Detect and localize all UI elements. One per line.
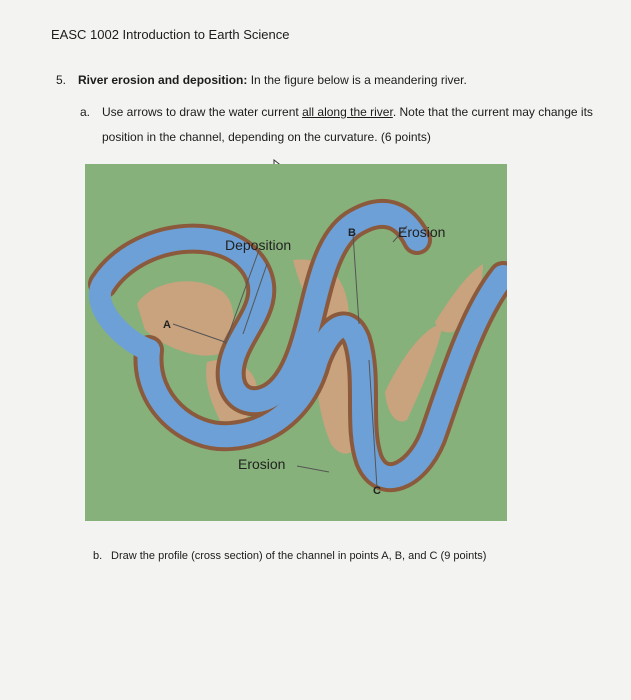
question-intro: In the figure below is a meandering river. (247, 73, 467, 87)
question-number: 5. (56, 73, 67, 87)
point-a-label: A (163, 319, 171, 331)
part-b-letter: b. (93, 550, 103, 562)
river-diagram (85, 164, 507, 521)
question-title: River erosion and deposition: (78, 73, 248, 87)
part-b (93, 550, 486, 562)
part-a-text-2: . Note that the current may change its (392, 105, 593, 119)
part-a-text-1: Use arrows to draw the water current (102, 105, 303, 119)
part-a (80, 100, 620, 150)
part-a-line-2: position in the channel, depending on the curvature. (6 points) (102, 130, 431, 144)
part-a-line-1 (80, 100, 620, 125)
part-a-letter: a. (80, 105, 91, 119)
question-5 (56, 73, 467, 87)
erosion-bottom-label: Erosion (238, 456, 286, 472)
erosion-top-label: Erosion (398, 224, 446, 240)
part-a-underlined: all along the river (302, 105, 393, 119)
part-b-text: Draw the profile (cross section) of the channel in points A, B, and C (9 points) (111, 550, 487, 562)
meandering-river-figure (85, 164, 507, 521)
course-header: EASC 1002 Introduction to Earth Science (51, 27, 290, 42)
point-b-label: B (348, 227, 356, 239)
point-c-label: C (373, 485, 381, 497)
deposition-label: Deposition (225, 237, 292, 253)
